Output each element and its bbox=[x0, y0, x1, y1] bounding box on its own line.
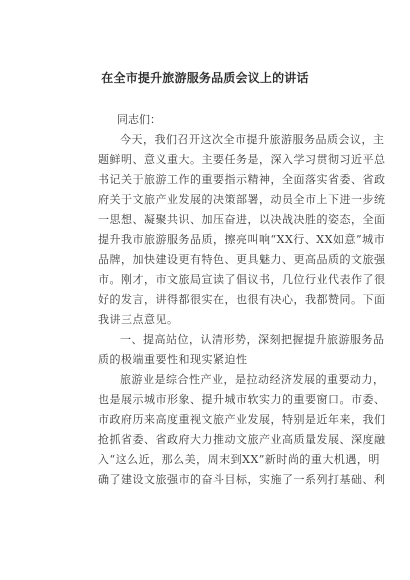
paragraph-line: 题鲜明、意义重大。主要任务是，深入学习贯彻习近平总 bbox=[98, 153, 386, 166]
salutation: 同志们： bbox=[117, 113, 161, 126]
paragraph-line: 一思想、凝聚共识、加压奋进，以决战决胜的姿态，全面 bbox=[98, 213, 386, 226]
paragraph-line: 今天，我们召开这次全市提升旅游服务品质会议，主 bbox=[120, 133, 385, 146]
paragraph-line: 入“这么近，那么美，周末到XX”新时尚的重大机遇，明 bbox=[98, 453, 380, 466]
paragraph-line: 书记关于旅游工作的重要指示精神，全面落实省委、省政 bbox=[98, 173, 386, 186]
document-body bbox=[98, 110, 386, 490]
paragraph-line: 品牌，加快建设更有特色、更具魅力、更高品质的文旅强 bbox=[98, 253, 386, 266]
paragraph-line: 市政府历来高度重视文旅产业发展，特别是近年来，我们 bbox=[98, 413, 386, 426]
paragraph-intro bbox=[98, 130, 386, 330]
paragraph-line: 提升我市旅游服务品质，擦亮叫响“XX行、XX如意”城市 bbox=[98, 233, 386, 246]
paragraph-line: 确了建设文旅强市的奋斗目标，实施了一系列打基础、利 bbox=[98, 473, 386, 486]
section-heading-line: 一、提高站位，认清形势，深刻把握提升旅游服务品 bbox=[120, 333, 385, 346]
paragraph-line: 也是展示城市形象、提升城市软实力的重要窗口。市委、 bbox=[98, 393, 386, 406]
section-heading-1 bbox=[98, 330, 385, 370]
paragraph-line: 旅游业是综合性产业，是拉动经济发展的重要动力， bbox=[120, 373, 385, 386]
paragraph-line: 我讲三点意见。 bbox=[98, 313, 179, 326]
paragraph-line: 好的发言，讲得都很实在，也很有决心，我都赞同。下面 bbox=[98, 293, 386, 306]
paragraph-line: 市。刚才，市文旅局宣读了倡议书，几位行业代表作了很 bbox=[98, 273, 386, 286]
paragraph-tourism bbox=[98, 370, 386, 490]
paragraph-line: 府关于文旅产业发展的决策部署，动员全市上下进一步统 bbox=[98, 193, 386, 206]
paragraph-line: 抢抓省委、省政府大力推动文旅产业高质量发展、深度融 bbox=[98, 433, 386, 446]
section-heading-line: 质的极端重要性和现实紧迫性 bbox=[98, 353, 248, 366]
document-title: 在全市提升旅游服务品质会议上的讲话 bbox=[101, 71, 309, 85]
